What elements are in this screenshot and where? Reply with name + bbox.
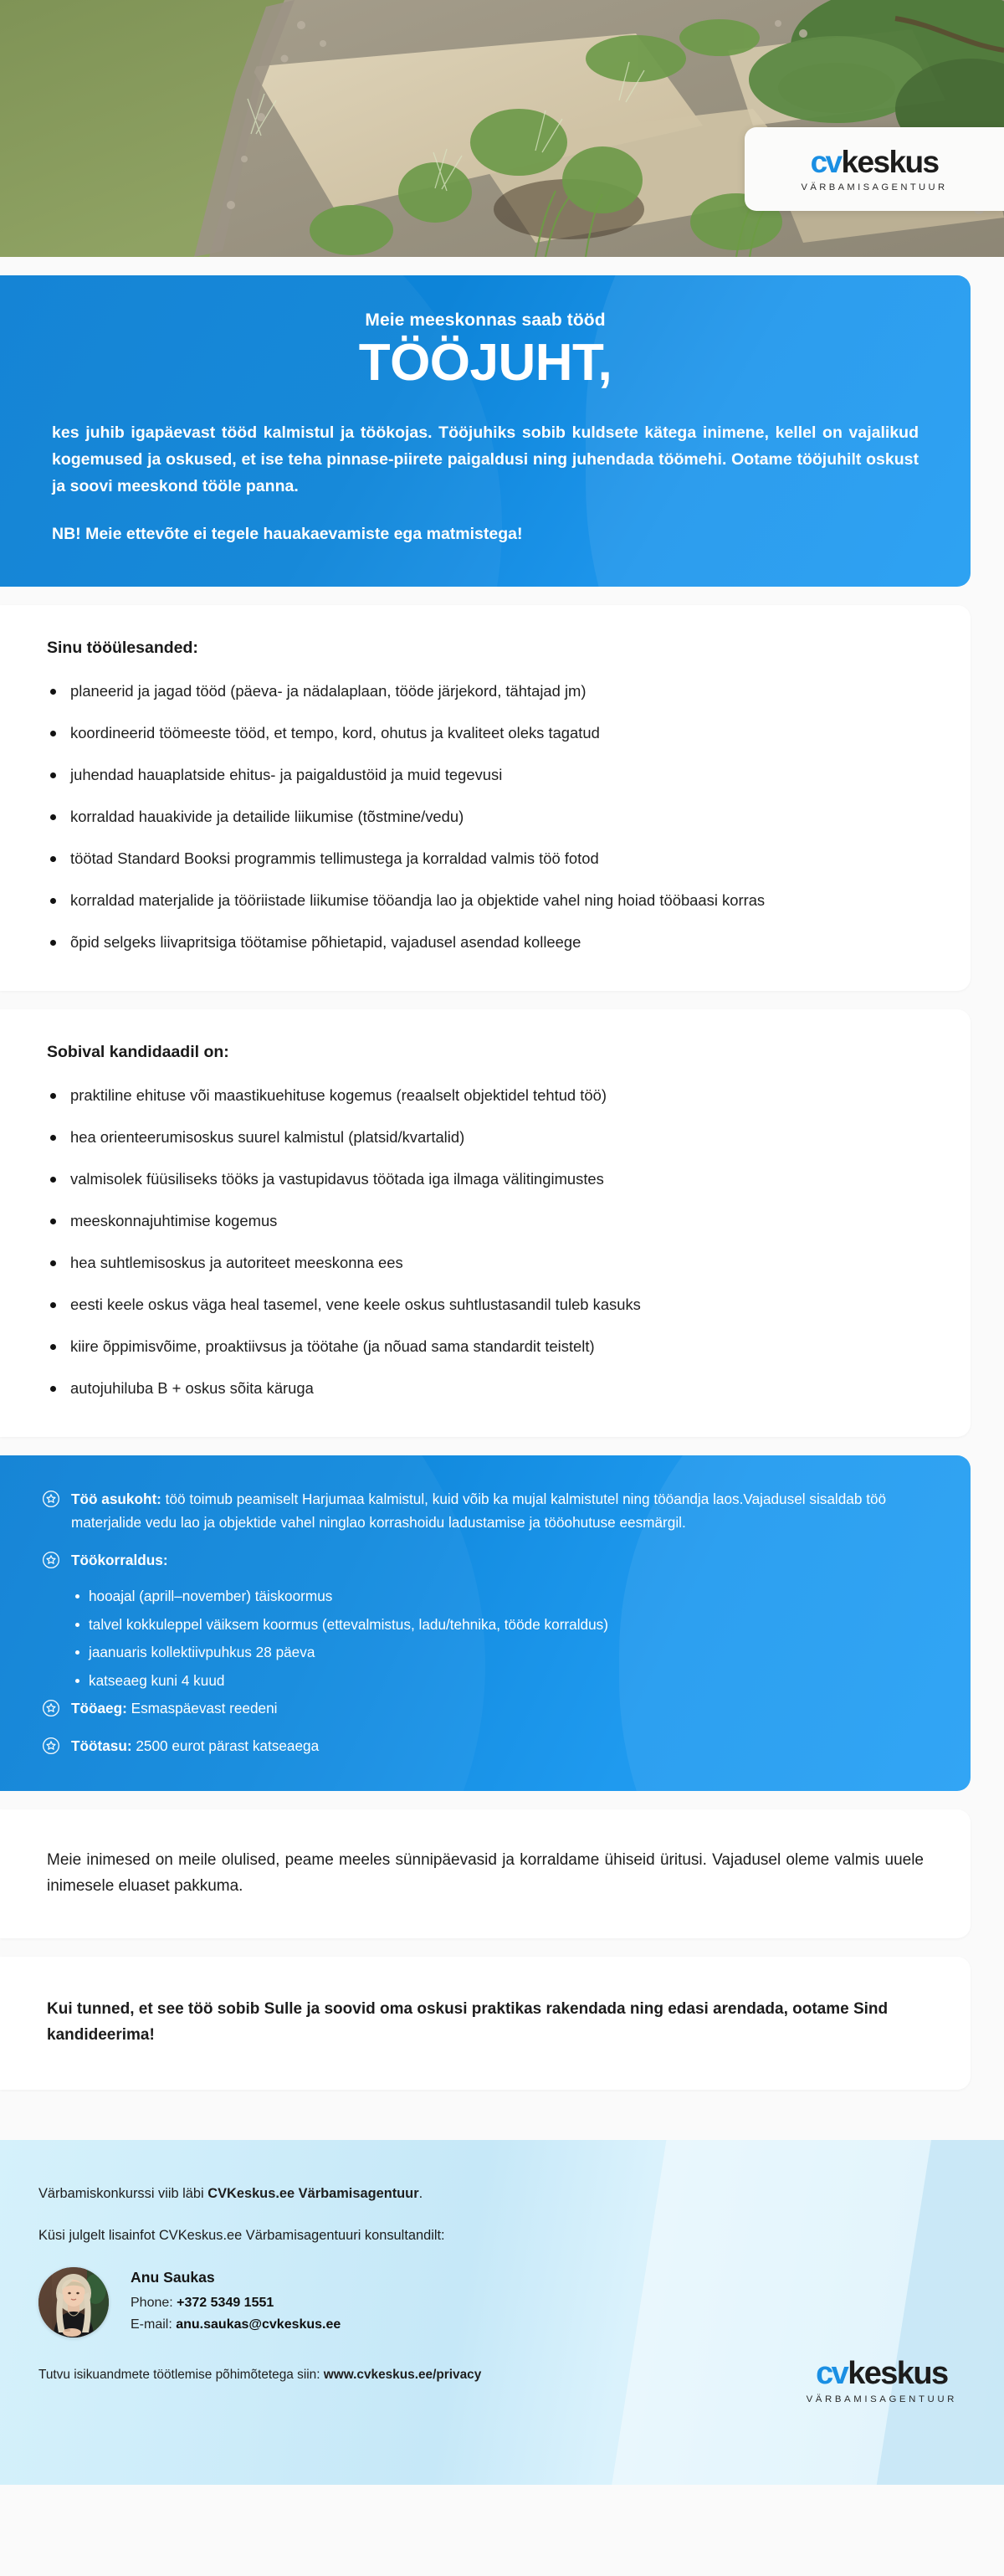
logo-cv-text: cv (810, 144, 841, 179)
list-item: valmisolek füüsiliseks tööks ja vastupidavus töötada iga ilmaga välitingimustes (47, 1167, 924, 1191)
consultant-phone (131, 2296, 341, 2311)
list-item: hooajal (aprill–november) täiskoormus (70, 1586, 924, 1607)
organisation-sublist (70, 1586, 924, 1692)
email-value[interactable]: anu.saukas@cvkeskus.ee (176, 2317, 341, 2332)
condition-hours-label: Tööaeg: (71, 1700, 127, 1717)
job-header-panel (0, 275, 971, 587)
consultant-block (38, 2267, 966, 2339)
list-item: eesti keele oskus väga heal tasemel, vene keele oskus suhtlustasandil tuleb kasuks (47, 1293, 924, 1316)
star-circle-icon (42, 1699, 60, 1717)
list-item: planeerid ja jagad tööd (päeva- ja nädalaplaan, tööde järjekord, tähtajad jm) (47, 680, 924, 703)
organisation-sublist-wrapper (42, 1586, 924, 1692)
list-item: hea orienteerumisoskus suurel kalmistul (platsid/kvartalid) (47, 1126, 924, 1149)
hero-image (0, 0, 1004, 257)
footer (0, 2140, 1004, 2485)
star-circle-icon (42, 1490, 60, 1508)
candidate-list (47, 1084, 924, 1400)
cta-text: Kui tunned, et see töö sobib Sulle ja soovid oma oskusi praktikas rakendada ning edasi arendada, ootame Sind kandideerima! (47, 1999, 889, 2044)
cvkeskus-wordmark (811, 146, 939, 177)
footer-logo-cv-text: cv (816, 2356, 848, 2392)
condition-salary-label: Töötasu: (71, 1737, 132, 1754)
culture-card (0, 1809, 971, 1938)
footer-logo-wordmark (816, 2356, 948, 2392)
avatar (38, 2267, 109, 2337)
condition-salary (42, 1734, 924, 1758)
candidate-title: Sobival kandidaadil on: (47, 1043, 229, 1062)
list-item: talvel kokkuleppel väiksem koormus (ettevalmistus, ladu/tehnika, tööde korraldus) (70, 1614, 924, 1635)
job-notice: NB! Meie ettevõte ei tegele hauakaevamiste ega matmistega! (52, 525, 523, 544)
privacy-prefix: Tutvu isikuandmete töötlemise põhimõtetega siin: (38, 2367, 324, 2382)
star-circle-icon (42, 1737, 60, 1755)
condition-location (42, 1487, 924, 1535)
footer-logo-keskus-text: keskus (848, 2356, 948, 2392)
recruiter-line (38, 2183, 966, 2204)
list-item: töötad Standard Booksi programmis tellimustega ja korraldad valmis töö fotod (47, 847, 924, 870)
tasks-list (47, 680, 924, 954)
recruiter-name: CVKeskus.ee Värbamisagentuur (207, 2186, 419, 2202)
job-lead-paragraph: kes juhib igapäevast tööd kalmistul ja töökojas. Tööjuhiks sobib kuldsete kätega inimene, kellel on vajalikud kogemused ja oskused, et ise teha pinnase-piirete paigaldusi ning juhendada töömehi. Ootame tööjuhilt oskust ja soovi meeskond tööle panna. (52, 423, 919, 495)
star-circle-icon (42, 1551, 60, 1569)
list-item: korraldad hauakivide ja detailide liikumise (tõstmine/vedu) (47, 805, 924, 829)
page-title: TÖÖJUHT, (358, 334, 612, 392)
list-item: hea suhtlemisoskus ja autoriteet meeskonna ees (47, 1251, 924, 1275)
footer-logo (807, 2358, 957, 2404)
consultant-portrait (38, 2267, 109, 2337)
list-item: kiire õppimisvõime, proaktiivsus ja töötahe (ja nõuad sama standardit teistelt) (47, 1335, 924, 1358)
condition-hours-text: Esmaspäevast reedeni (126, 1700, 278, 1717)
recruiter-suffix: . (418, 2186, 423, 2202)
logo-subtitle: VÄRBAMISAGENTUUR (801, 182, 948, 192)
list-item: praktiline ehituse või maastikuehituse kogemus (reaalselt objektidel tehtud töö) (47, 1084, 924, 1107)
cvkeskus-logo-badge (745, 127, 1004, 211)
list-item: meeskonnajuhtimise kogemus (47, 1209, 924, 1233)
condition-organisation (42, 1548, 924, 1573)
conditions-panel (0, 1455, 971, 1791)
condition-salary-text: 2500 eurot pärast katseaega (131, 1737, 320, 1754)
list-item: autojuhiluba B + oskus sõita käruga (47, 1377, 924, 1400)
logo-keskus-text: keskus (841, 144, 939, 179)
consultant-email (131, 2317, 341, 2332)
cta-card (0, 1957, 971, 2091)
condition-organisation-label: Töökorraldus: (71, 1552, 168, 1569)
culture-text: Meie inimesed on meile olulised, peame meeles sünnipäevasid ja korraldame ühiseid üritusi. Vajadusel oleme valmis uuele inimesele eluaset pakkuma. (47, 1851, 924, 1896)
candidate-card (0, 1009, 971, 1437)
list-item: jaanuaris kollektiivpuhkus 28 päeva (70, 1642, 924, 1663)
recruiter-prefix: Värbamiskonkurssi viib läbi (38, 2186, 208, 2202)
phone-value[interactable]: +372 5349 1551 (177, 2295, 274, 2310)
list-item: juhendad hauaplatside ehitus- ja paigaldustöid ja muid tegevusi (47, 763, 924, 787)
tasks-title: Sinu tööülesanded: (47, 639, 198, 658)
email-label: E-mail: (131, 2317, 177, 2332)
condition-location-text: töö toimub peamiselt Harjumaa kalmistul, kuid võib ka mujal kalmistutel ning tööandja laos.Vajadusel sisaldab töö materjalide vedu lao ja objektide vahel ninglao korrashoidu ladustamise ja tööohutuse eesmärgil. (71, 1490, 887, 1532)
list-item: õpid selgeks liivapritsiga töötamise põhietapid, vajadusel asendad kolleege (47, 931, 924, 954)
privacy-link[interactable]: www.cvkeskus.ee/privacy (323, 2367, 482, 2382)
condition-location-label: Töö asukoht: (71, 1490, 161, 1507)
consultant-name: Anu Saukas (131, 2268, 215, 2286)
list-item: koordineerid töömeeste tööd, et tempo, kord, ohutus ja kvaliteet oleks tagatud (47, 721, 924, 745)
list-item: katseaeg kuni 4 kuud (70, 1670, 924, 1691)
tasks-card (0, 605, 971, 991)
phone-label: Phone: (131, 2295, 177, 2310)
condition-hours (42, 1696, 924, 1721)
list-item: korraldad materjalide ja tööriistade liikumise tööandja lao ja objektide vahel ning hoiad tööbaasi korras (47, 889, 924, 912)
eyebrow-text: Meie meeskonnas saab tööd (365, 310, 606, 330)
ask-line: Küsi julgelt lisainfot CVKeskus.ee Värbamisagentuuri konsultandilt: (38, 2228, 445, 2244)
footer-logo-subtitle: VÄRBAMISAGENTUUR (806, 2394, 957, 2405)
